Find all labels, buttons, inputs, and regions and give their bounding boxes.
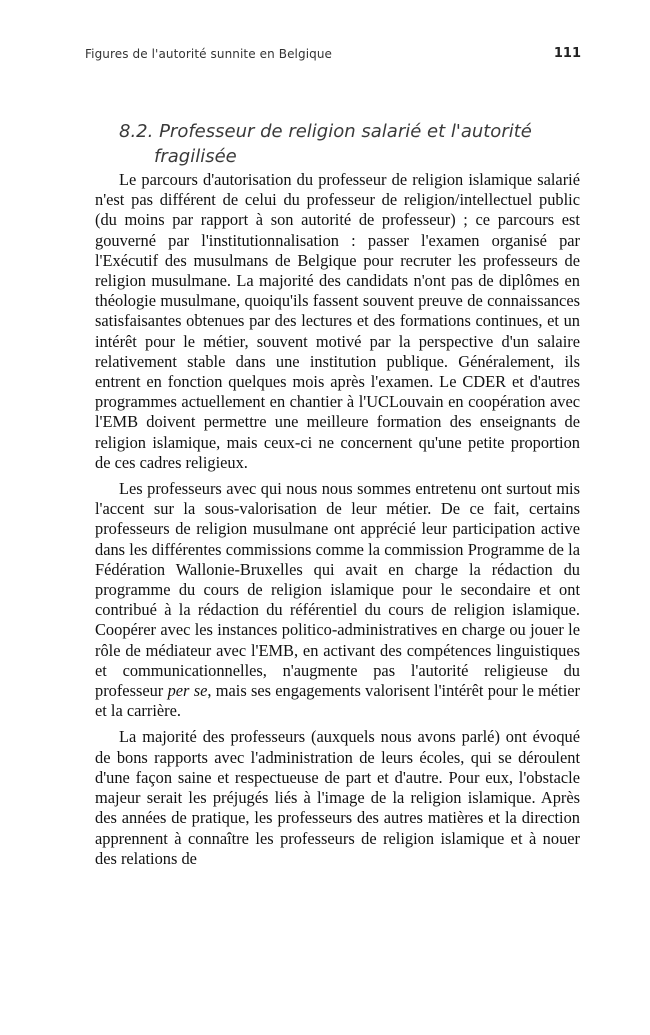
- body-text: [95, 170, 580, 869]
- paragraph-3: La majorité des professeurs (auxquels nous avons parlé) ont évoqué de bons rapports avec l'administration de leurs écoles, qui se déroulent d'une façon saine et respectueuse de part et d'autre. Pour eux, l'obstacle majeur serait les préjugés liés à l'image de la religion islamique. Après des années de pratique, les professeurs des autres matières et la direction apprennent à connaître les professeurs de religion islamique et à nouer des relations de: [95, 727, 580, 868]
- running-header: [85, 44, 581, 64]
- paragraph-2-part-2: , mais ses engagements valorisent l'intérêt pour le métier et la carrière.: [95, 681, 580, 721]
- paragraph-2: [95, 479, 580, 721]
- paragraph-2-italic-term: per se: [167, 681, 208, 701]
- section-heading: 8.2. Professeur de religion salarié et l'autorité fragilisée: [119, 120, 532, 167]
- page-number: 111: [553, 46, 581, 61]
- running-title: Figures de l'autorité sunnite en Belgique: [85, 47, 333, 61]
- paragraph-1: Le parcours d'autorisation du professeur de religion islamique salarié n'est pas différent de celui du professeur de religion/intellectuel public (du moins par rapport à son autorité de professeur) ; ce parcours est gouverné par l'institutionnalisation : passer l'examen organisé par l'Exécutif des musulmans de Belgique pour recruter les professeurs de religion musulmane. La majorité des candidats n'ont pas de diplômes en théologie musulmane, quoiqu'ils fassent souvent preuve de connaissances satisfaisantes obtenues par des lectures et des formations continues, et un intérêt pour le métier, souvent motivé par la perspective d'un salaire relativement stable dans une institution publique. Généralement, ils entrent en fonction quelques mois après l'examen. Le CDER et d'autres programmes actuellement en chantier à l'UCLouvain en coopération avec l'EMB doivent permettre une meilleure formation des enseignants de religion islamique, mais ceux-ci ne concernent qu'une petite proportion de ces cadres religieux.: [95, 170, 580, 472]
- paragraph-2-part-1: Les professeurs avec qui nous nous sommes entretenu ont surtout mis l'accent sur la sous-valorisation de leur métier. De ce fait, certains professeurs de religion musulmane ont apprécié leur participation active dans les différentes commissions comme la commission Programme de la Fédération Wallonie-Bruxelles qui avait en charge la rédaction du programme du cours de religion islamique pour le secondaire et ont contribué à la rédaction du référentiel du cours de religion islamique. Coopérer avec les instances politico-administratives en charge ou jouer le rôle de médiateur avec l'EMB, en activant des compétences linguistiques et communicationnelles, n'augmente pas l'autorité religieuse du professeur: [95, 479, 580, 701]
